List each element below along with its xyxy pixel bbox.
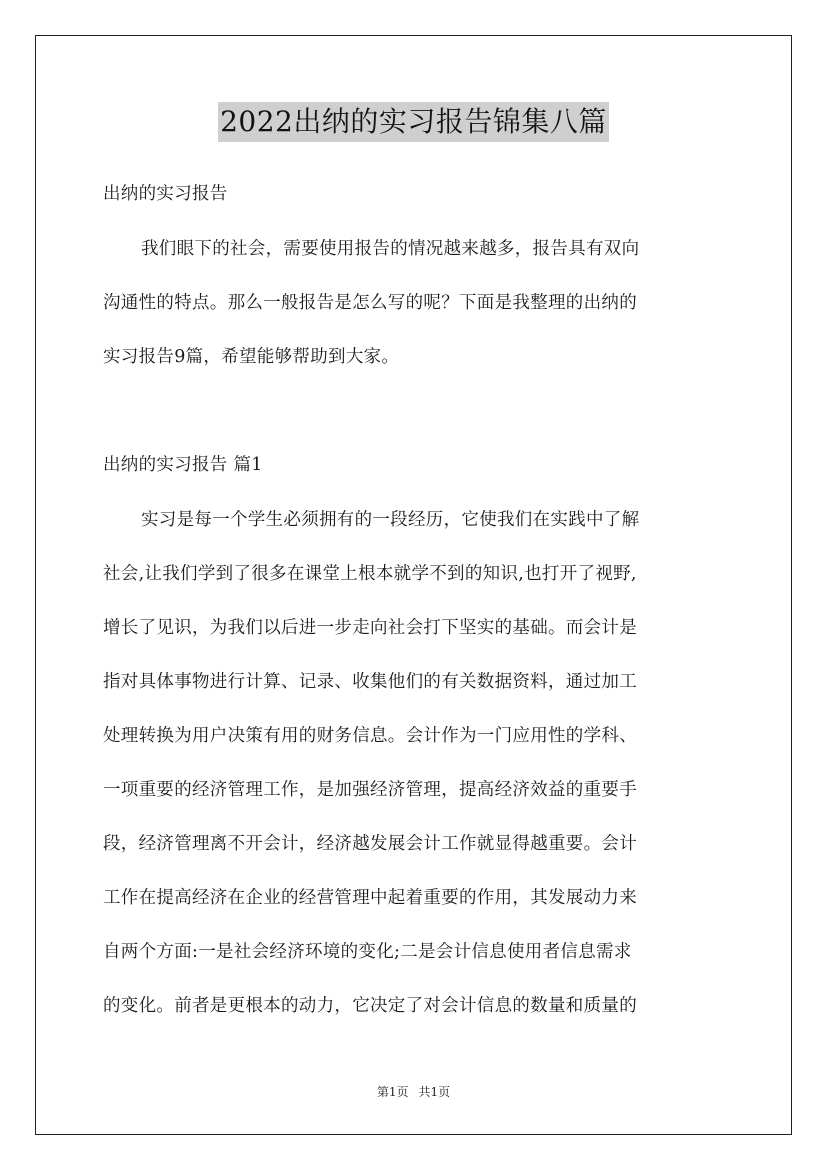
paragraph-line: 段，经济管理离不开会计，经济越发展会计工作就显得越重要。会计 (103, 834, 637, 854)
page-total: 共1页 (418, 1085, 451, 1099)
paragraph-line: 社会,让我们学到了很多在课堂上根本就学不到的知识,也打开了视野, (103, 564, 637, 584)
paragraph-line: 自两个方面:一是社会经济环境的变化;二是会计信息使用者信息需求 (103, 942, 632, 962)
paragraph-line: 处理转换为用户决策有用的财务信息。会计作为一门应用性的学科、 (103, 726, 637, 746)
document-title: 2022出纳的实习报告锦集八篇 (218, 102, 609, 142)
title-container (0, 102, 827, 142)
paragraph-line: 的变化。前者是更根本的动力，它决定了对会计信息的数量和质量的 (103, 996, 637, 1016)
paragraph-line: 指对具体事物进行计算、记录、收集他们的有关数据资料，通过加工 (103, 672, 637, 692)
paragraph-line: 沟通性的特点。那么一般报告是怎么写的呢？下面是我整理的出纳的 (103, 293, 637, 313)
paragraph-line: 工作在提高经济在企业的经营管理中起着重要的作用，其发展动力来 (103, 888, 637, 908)
paragraph-line: 实习是每一个学生必须拥有的一段经历，它使我们在实践中了解 (141, 510, 640, 530)
section-heading: 出纳的实习报告 (103, 184, 228, 204)
page-footer (0, 1084, 827, 1100)
paragraph-line: 增长了见识，为我们以后进一步走向社会打下坚实的基础。而会计是 (103, 618, 637, 638)
paragraph-line: 我们眼下的社会，需要使用报告的情况越来越多，报告具有双向 (141, 239, 640, 259)
paragraph-line: 实习报告9篇，希望能够帮助到大家。 (103, 347, 400, 367)
paragraph-line: 一项重要的经济管理工作，是加强经济管理，提高经济效益的重要手 (103, 780, 637, 800)
page-number: 第1页 (376, 1085, 409, 1099)
section-heading: 出纳的实习报告 篇1 (103, 455, 263, 475)
